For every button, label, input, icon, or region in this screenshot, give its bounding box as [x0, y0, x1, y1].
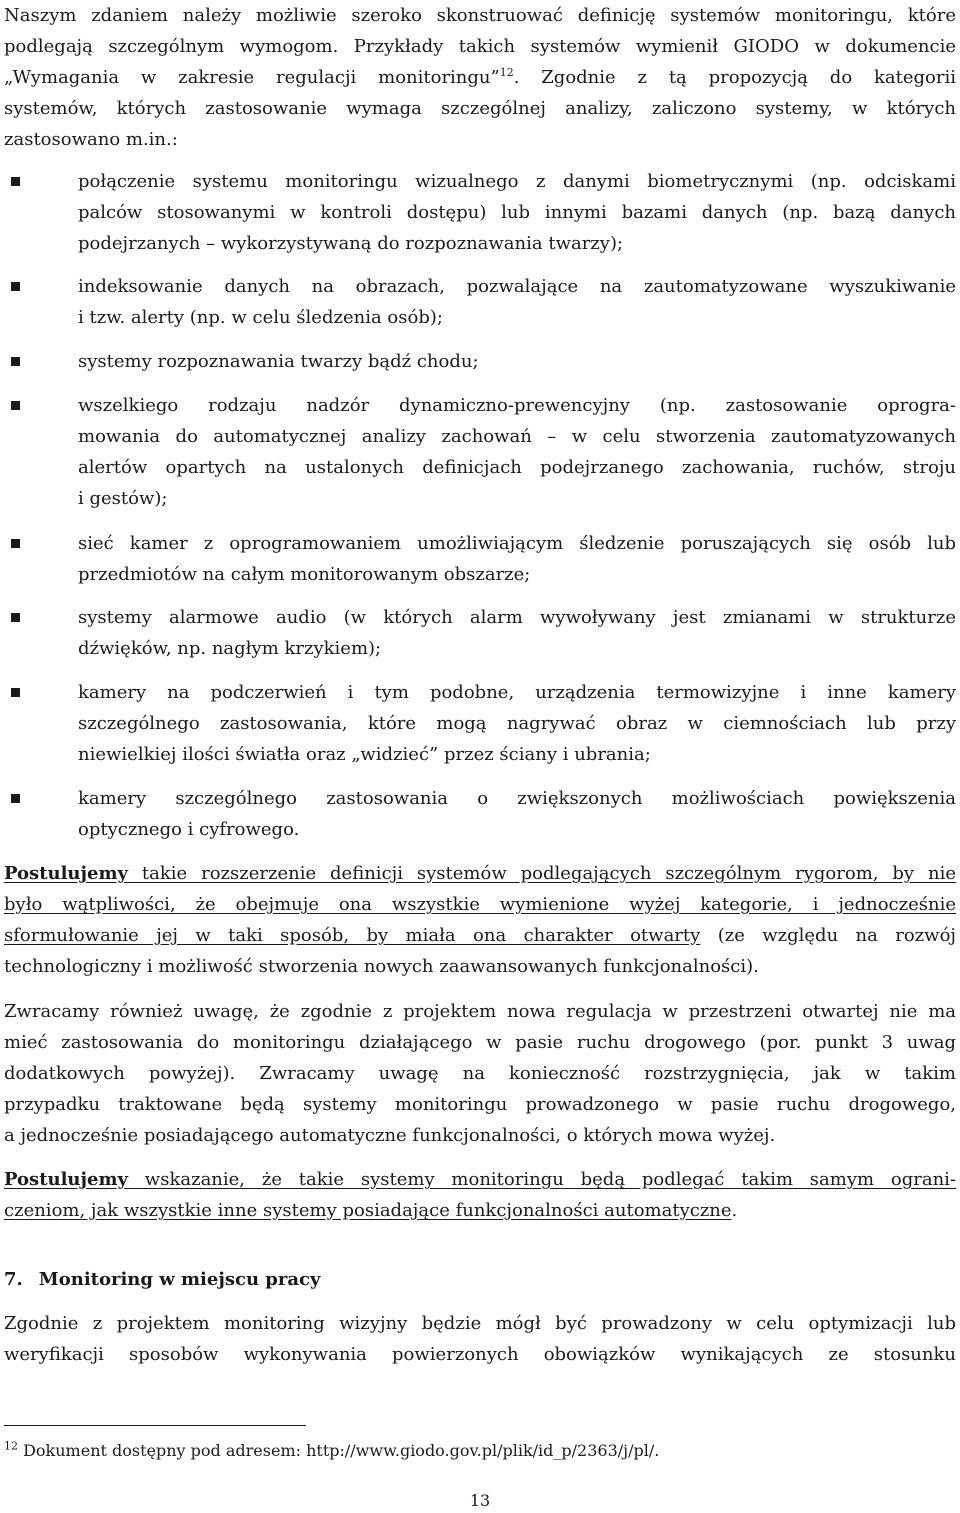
attention-paragraph: [4, 996, 956, 1151]
postulate-paragraph-2: [4, 1164, 956, 1226]
intro-paragraph: [4, 0, 956, 155]
text-line: mieć zastosowania do monitoringu działającego w pasie ruchu drogowego (por. punkt 3 uwag: [4, 1032, 956, 1053]
list-item: wszelkiego rodzaju nadzór dynamiczno-prewencyjny (np. zastosowanie oprogra- mowania do automatycznej analizy zachowań – w celu stworzenia zautomatyzowanych alertów opartych na ustalonych definicjach podejrzanego zachowania, ruchów, stroju i gestów);: [78, 390, 956, 514]
text-line: podlegają szczególnym wymogom. Przykłady takich systemów wymienił GIODO w dokumencie: [4, 36, 956, 57]
footnote-number: 12: [4, 1439, 18, 1453]
page-number: 13: [469, 1491, 491, 1510]
text-line: Postulujemy wskazanie, że takie systemy monitoringu będą podlegać takim samym ograni-: [4, 1169, 956, 1190]
list-item: systemy alarmowe audio (w których alarm wywoływany jest zmianami w strukturze dźwięków, np. nagłym krzykiem);: [78, 602, 956, 664]
list-item: połączenie systemu monitoringu wizualnego z danymi biometrycznymi (np. odciskami palców stosowanymi w kontroli dostępu) lub innymi bazami danych (np. bazą danych podejrzanych – wykorzystywaną do rozpoznawania twarzy);: [78, 166, 956, 259]
square-bullet-icon: [11, 282, 20, 291]
square-bullet-icon: [11, 177, 20, 186]
square-bullet-icon: [11, 794, 20, 803]
postulate-keyword: Postulujemy: [4, 1169, 128, 1190]
text-line: technologiczny i możliwość stworzenia nowych zaawansowanych funkcjonalności).: [4, 956, 759, 977]
footnote-separator: [4, 1425, 306, 1426]
footnote-reference[interactable]: 12: [499, 66, 514, 79]
text-line: Naszym zdaniem należy możliwie szeroko skonstruować definicję systemów monitoringu, które: [4, 5, 956, 26]
text-line: sformułowanie jej w taki sposób, by miała ona charakter otwarty (ze względu na rozwój: [4, 925, 956, 946]
text-line: było wątpliwości, że obejmuje ona wszystkie wymienione wyżej kategorie, i jednocześnie: [4, 894, 956, 915]
text-line: weryfikacji sposobów wykonywania powierzonych obowiązków wynikających ze stosunku: [4, 1344, 956, 1365]
text-line: Zgodnie z projektem monitoring wizyjny będzie mógł być prowadzony w celu optymizacji lub: [4, 1313, 956, 1334]
list-item: indeksowanie danych na obrazach, pozwalające na zautomatyzowane wyszukiwanie i tzw. alerty (np. w celu śledzenia osób);: [78, 271, 956, 333]
footnote-text: Dokument dostępny pod adresem: http://www.giodo.gov.pl/plik/id_p/2363/j/pl/.: [18, 1441, 660, 1460]
list-item: systemy rozpoznawania twarzy bądź chodu;: [78, 346, 956, 377]
text-line: czeniom, jak wszystkie inne systemy posiadające funkcjonalności automatyczne.: [4, 1200, 738, 1221]
text-line: a jednocześnie posiadającego automatyczne funkcjonalności, o których mowa wyżej.: [4, 1125, 776, 1146]
square-bullet-icon: [11, 613, 20, 622]
postulate-keyword: Postulujemy: [4, 863, 128, 884]
text-line: Postulujemy takie rozszerzenie definicji systemów podlegających szczególnym rygorom, by nie: [4, 863, 956, 884]
square-bullet-icon: [11, 688, 20, 697]
square-bullet-icon: [11, 401, 20, 410]
text-line: dodatkowych powyżej). Zwracamy uwagę na konieczność rozstrzygnięcia, jak w takim: [4, 1063, 956, 1084]
text-line: przypadku traktowane będą systemy monitoringu prowadzonego w pasie ruchu drogowego,: [4, 1094, 956, 1115]
text-line: systemów, których zastosowanie wymaga szczególnej analizy, zaliczono systemy, w których: [4, 98, 956, 119]
text-line: „Wymagania w zakresie regulacji monitoringu”$^{12}$. Zgodnie z tą propozycją do kategorii: [4, 66, 957, 88]
text-line: Zwracamy również uwagę, że zgodnie z projektem nowa regulacja w przestrzeni otwartej nie ma: [4, 1001, 956, 1022]
section-title: Monitoring w miejscu pracy: [38, 1269, 321, 1290]
square-bullet-icon: [11, 357, 20, 366]
closing-paragraph: [4, 1308, 956, 1370]
postulate-paragraph-1: [4, 858, 956, 982]
square-bullet-icon: [11, 539, 20, 548]
section-heading: [4, 1264, 320, 1295]
list-item: kamery szczególnego zastosowania o zwiększonych możliwościach powiększenia optycznego i cyfrowego.: [78, 783, 956, 845]
list-item: kamery na podczerwień i tym podobne, urządzenia termowizyjne i inne kamery szczególnego zastosowania, które mogą nagrywać obraz w ciemnościach lub przy niewielkiej ilości światła oraz „widzieć” przez ściany i ubrania;: [78, 677, 956, 770]
list-item: sieć kamer z oprogramowaniem umożliwiającym śledzenie poruszających się osób lub przedmiotów na całym monitorowanym obszarze;: [78, 528, 956, 590]
footnote: [4, 1438, 659, 1464]
text-line: zastosowano m.in.:: [4, 129, 178, 150]
section-number: 7.: [4, 1269, 23, 1290]
